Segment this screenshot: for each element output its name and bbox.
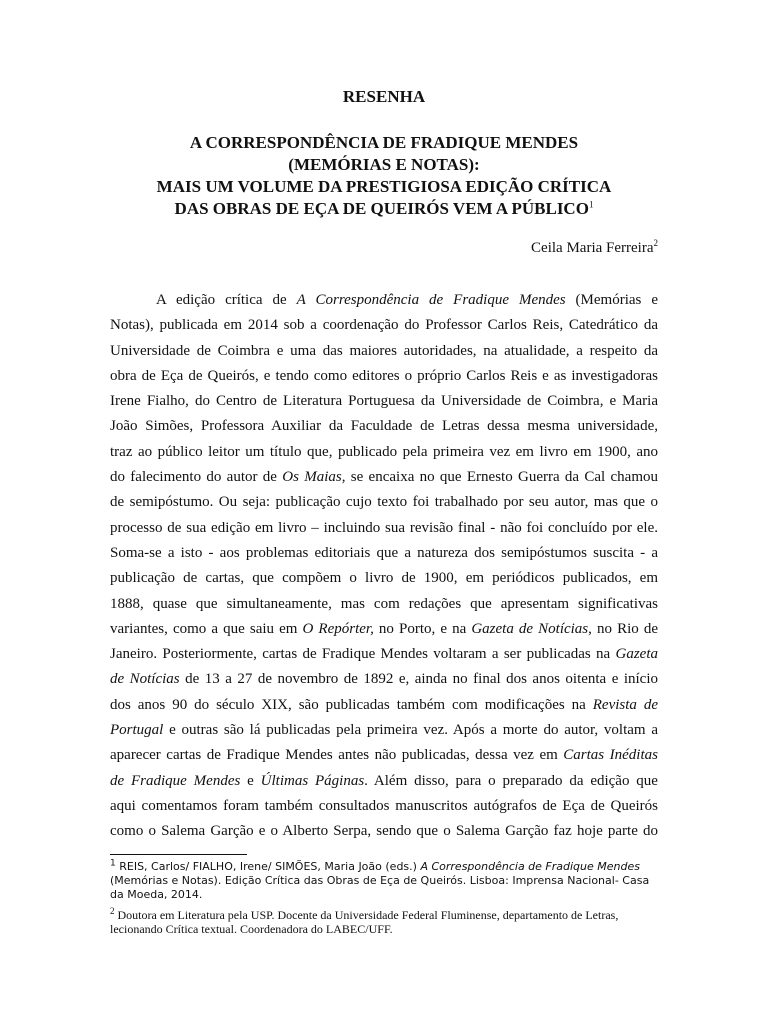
italic-text: Gazeta de Notícias	[471, 620, 589, 637]
italic-text: Últimas Páginas	[260, 772, 365, 789]
section-label: RESENHA	[342, 87, 426, 106]
italic-text: Gazeta	[615, 646, 658, 663]
italic-text: O Repórter,	[302, 620, 374, 637]
text-run: . Além disso, para o preparado da edição que	[364, 772, 658, 789]
text-run: , se encaixa no que Ernesto Guerra da Cal chamou	[341, 469, 658, 486]
italic-text: Revista de	[592, 696, 658, 713]
text-run: Doutora em Literatura pela USP. Docente da Universidade Federal Fluminense, departamento de Letras,	[117, 908, 619, 922]
text-run: obra de Eça de Queirós, e tendo como editores o próprio Carlos Reis e as investigadoras	[110, 367, 658, 384]
body-line	[110, 541, 658, 566]
title-line-1: A CORRESPONDÊNCIA DE FRADIQUE MENDES	[189, 133, 579, 152]
italic-text: Os Maias	[282, 469, 342, 486]
author-line	[531, 240, 658, 257]
text-run: no Porto, e na	[373, 620, 472, 637]
text-run: da Moeda, 2014.	[110, 888, 203, 901]
text-run: e outras são lá publicadas pela primeira vez. Após a morte do autor, voltam a	[163, 722, 658, 739]
body-line	[110, 794, 658, 819]
text-run: traz ao público leitor um título que, publicado pela primeira vez em livro em 1900, ano	[110, 443, 658, 460]
footnote-separator	[110, 854, 247, 855]
footnote-line	[110, 888, 658, 902]
document-title	[110, 132, 658, 220]
italic-text: de Fradique Mendes	[110, 772, 241, 789]
text-run: Irene Fialho, do Centro de Literatura Portuguesa da Universidade de Coimbra, e Maria	[110, 393, 658, 410]
body-line	[110, 288, 658, 313]
italic-text: de Notícias	[110, 671, 180, 688]
body-paragraph	[110, 288, 658, 845]
text-run: aparecer cartas de Fradique Mendes antes não publicadas, dessa vez em	[110, 747, 564, 764]
footnote-1	[110, 860, 658, 902]
body-line	[110, 414, 658, 439]
footnote-2	[110, 908, 658, 936]
body-line	[110, 313, 658, 338]
body-line	[110, 516, 658, 541]
text-run: aqui comentamos foram também consultados manuscritos autógrafos de Eça de Queirós	[110, 797, 658, 814]
text-run: variantes, como a que saiu em	[110, 620, 303, 637]
body-line	[110, 465, 658, 490]
text-run: REIS, Carlos/ FIALHO, Irene/ SIMÕES, Maria João (eds.)	[119, 860, 421, 873]
body-line	[110, 364, 658, 389]
italic-text: Cartas Inéditas	[563, 747, 658, 764]
title-footnote-mark: 1	[588, 199, 594, 210]
italic-text: Portugal	[110, 722, 164, 739]
body-line	[110, 592, 658, 617]
body-line	[110, 566, 658, 591]
body-line	[110, 617, 658, 642]
text-run: Universidade de Coimbra e uma das maiores autoridades, na atualidade, a respeito da	[110, 342, 658, 359]
text-run: Notas), publicada em 2014 sob a coordenação do Professor Carlos Reis, Catedrático da	[110, 317, 658, 334]
body-line	[110, 819, 658, 844]
body-line	[110, 743, 658, 768]
title-line-4-text: DAS OBRAS DE EÇA DE QUEIRÓS VEM A PÚBLICO	[174, 199, 589, 218]
footnote-line	[110, 908, 658, 922]
author-footnote-mark: 2	[653, 238, 658, 248]
body-line	[110, 440, 658, 465]
title-line-4	[110, 198, 658, 220]
text-run: publicação de cartas, que compõem o livro de 1900, em periódicos publicados, em	[110, 570, 658, 587]
footnote-mark: 2	[110, 906, 115, 916]
text-run: de 13 a 27 de novembro de 1892 e, ainda no final dos anos oitenta e início	[179, 671, 658, 688]
text-run: Janeiro. Posteriormente, cartas de Fradique Mendes voltaram a ser publicadas na	[110, 646, 616, 663]
body-line	[110, 490, 658, 515]
italic-text: A Correspondência de Fradique Mendes	[296, 292, 566, 308]
text-run: dos anos 90 do século XIX, são publicadas também com modificações na	[110, 696, 593, 713]
title-line-3: MAIS UM VOLUME DA PRESTIGIOSA EDIÇÃO CRÍTICA	[156, 177, 612, 196]
footnote-line	[110, 860, 658, 874]
text-run: de semipóstumo. Ou seja: publicação cujo texto foi trabalhado por seu autor, mas que o	[110, 494, 658, 511]
footnote-line	[110, 922, 658, 936]
body-line	[110, 339, 658, 364]
text-run: (Memórias e Notas). Edição Crítica das Obras de Eça de Queirós. Lisboa: Imprensa Nacional- Casa	[110, 874, 650, 887]
text-run: , no Rio de	[588, 620, 658, 637]
body-line	[110, 718, 658, 743]
text-run: lecionando Crítica textual. Coordenadora do LABEC/UFF.	[110, 922, 393, 936]
footnote-mark: 1	[110, 858, 116, 869]
author-name: Ceila Maria Ferreira	[531, 240, 654, 256]
text-run: processo de sua edição em livro – incluindo sua revisão final - não foi concluído por ele.	[110, 519, 658, 536]
text-run: 1888, quase que simultaneamente, mas com redações que apresentam significativas	[110, 595, 658, 612]
text-run: e	[240, 772, 261, 789]
body-line	[110, 642, 658, 667]
body-line	[110, 389, 658, 414]
text-run: do falecimento do autor de	[110, 469, 283, 486]
text-run: João Simões, Professora Auxiliar da Faculdade de Letras dessa mesma universidade,	[110, 418, 658, 435]
body-line	[110, 667, 658, 692]
title-line-2: (MEMÓRIAS E NOTAS):	[288, 155, 480, 174]
text-run: Soma-se a isto - aos problemas editoriais que a natureza dos semipóstumos suscita - a	[110, 544, 658, 561]
footnote-line	[110, 874, 658, 888]
body-line	[110, 769, 658, 794]
italic-text: A Correspondência de Fradique Mendes	[420, 860, 640, 873]
text-run: A edição crítica de	[156, 292, 297, 308]
body-line	[110, 693, 658, 718]
text-run: (Memórias e	[565, 292, 658, 308]
text-run: como o Salema Garção e o Alberto Serpa, sendo que o Salema Garção faz hoje parte do	[110, 823, 658, 840]
